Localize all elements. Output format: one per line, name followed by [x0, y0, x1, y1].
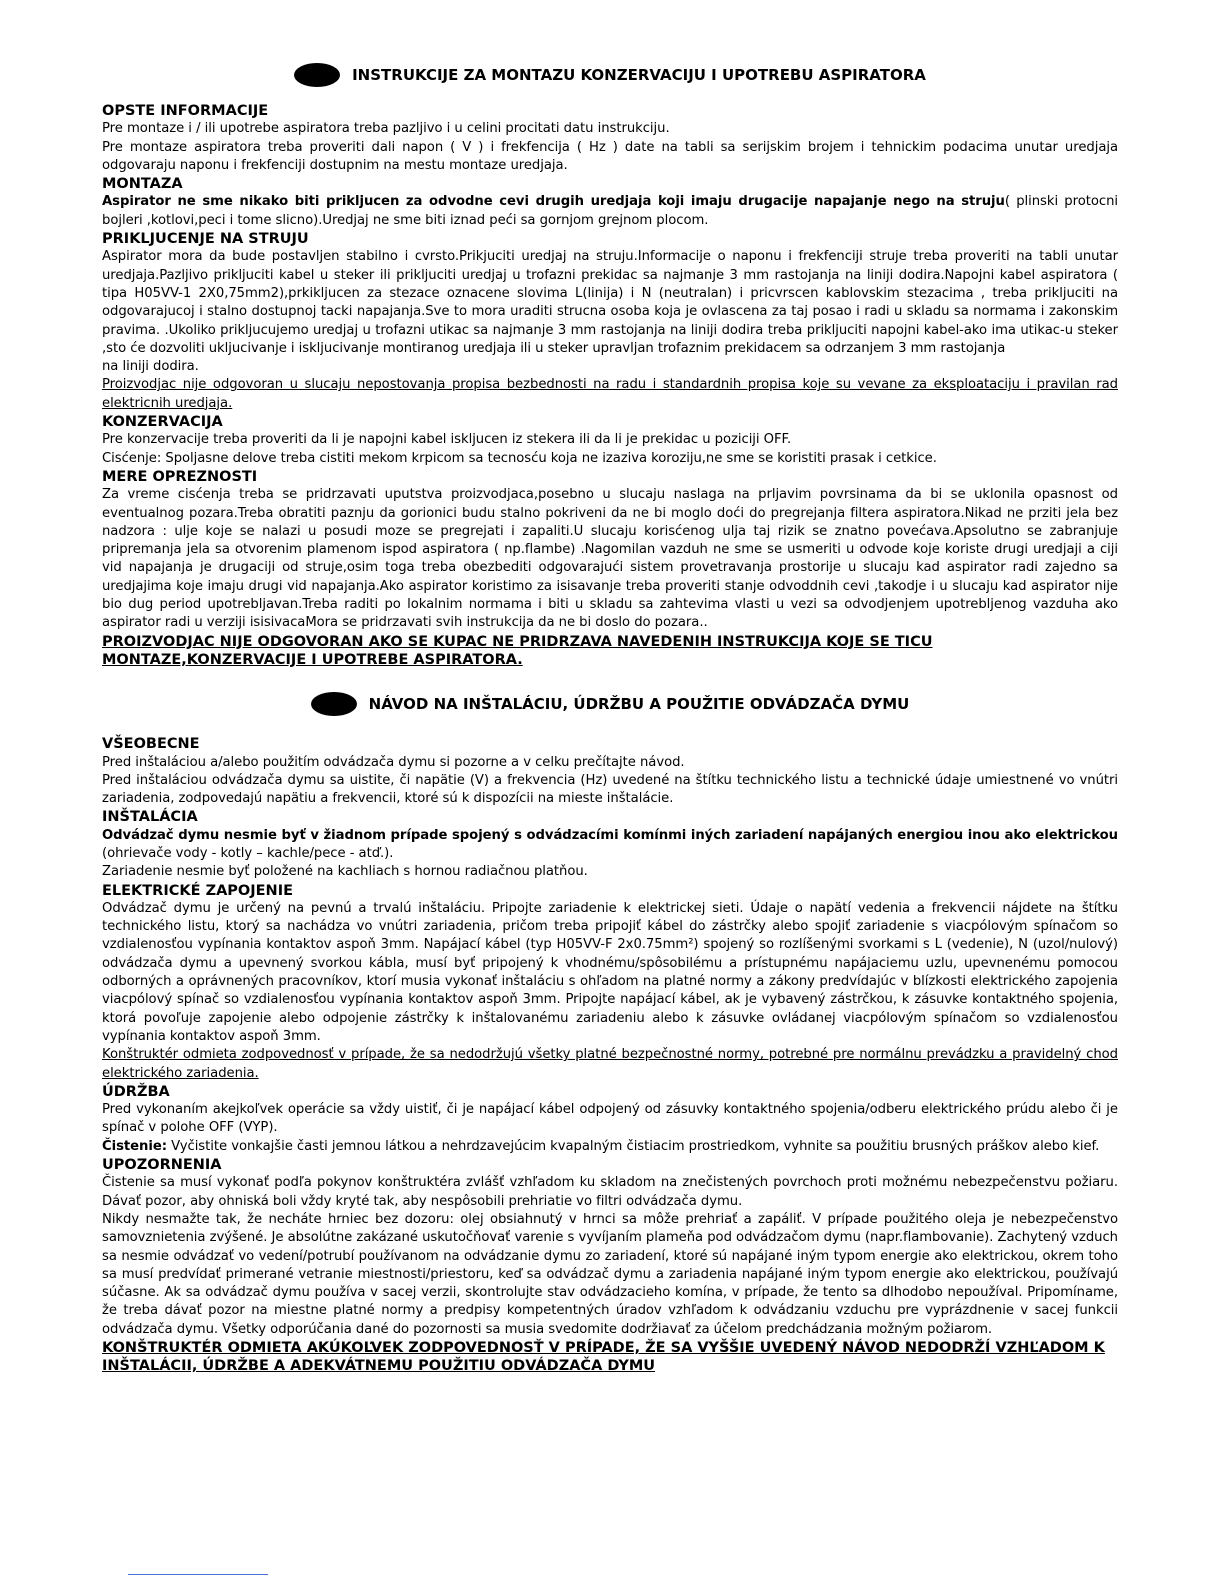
- language-flag-blob-icon: [311, 692, 357, 716]
- paragraph: Pred vykonaním akejkoľvek operácie sa vždy uistiť, či je napájací kábel odpojený od zásuvky kontaktného spojenia/odberu elektrického prúdu alebo či je spínač v polohe OFF (VYP).: [102, 1102, 1118, 1136]
- heading-mere-opreznosti: MERE OPREZNOSTI: [102, 468, 258, 485]
- paragraph: Nikdy nesmažte tak, že necháte hrniec bez dozoru: olej obsiahnutý v hrnci sa môže prehriať a zapáliť. V prípade použitého oleja je nebezpečenstvo samovznietenia zvýšené. Je absolútne zakázané uskutočňovať varenie s vyvíjaním plameňa pod odvádzačom dymu (napr.flambovanie). Zachytený vzduch sa nesmie odvádzať vo vedení/potrubí používanom na odvádzanie dymu zo zariadení, ktoré sú napájané iným typom energie ako elektrickou, okrem toho sa musí predvídať primerané vetranie miestnosti/priestoru, keď sa odvádzač dymu a zariadenia napájané iným typom energie ako elektrickou, používajú súčasne. Ak sa odvádzač dymu používa v sacej verzii, skontrolujte stav odvádzacieho komína, v prípade, že tento sa dlhodobo nepoužíval. Pripomíname, že treba dávať pozor na miestne platné normy a predpisy kompetentných úradov vzhľadom k odvádzaniu vzduchu pre vyprázdnenie v sacej funkcii odvádzača dymu. Všetky odporúčania dané do pozornosti sa musia svedomite dodržiavať za účelom predchádzania možným požiarom.: [102, 1211, 1118, 1337]
- language-flag-blob-icon: [294, 63, 340, 87]
- heading-vseobecne: VŠEOBECNE: [102, 736, 200, 753]
- liability-warning: PROIZVODJAC NIJE ODGOVORAN AKO SE KUPAC NE PRIDRZAVA NAVEDENIH INSTRUKCIJA KOJE SE TICU MONTAZE,KONZERVACIJE I UPOTREBE ASPIRATORA.: [102, 633, 933, 668]
- text: (ohrievače vody - kotly – kachle/pece - atď.).: [102, 845, 394, 861]
- heading-konzervacija: KONZERVACIJA: [102, 414, 223, 431]
- paragraph: Aspirator mora da bude postavljen stabilno i cvrsto.Prikjuciti uredjaj na struju.Informacije o naponu i frekfenciji struje treba proveriti na tabli unutar uredjaja.Pazljivo prikljuciti kabel u steker ili prikljuciti uredjaj u trofazni prekidac sa najmanje 3 mm rastojanja na liniji dodira.Napojni kabel aspiratora ( tipa H05VV-1 2X0,75mm2),prkiklјucen za stezace oznacene slovima L(linija) i N (neutralan) i pricvrscen kablovskim stezacima , treba prikljuciti na odgovarajucoj i stalno dostupnoj tacki napajanja.Sve to mora uraditi strucna osoba koja je ovlascena za taj posao i radi u skladu sa normama i zakonskim pravima. .Ukoliko prikljucujemo uredjaj u trofazni utikac sa najmanje 3 mm rastojanja na liniji dodira treba prikljuciti napojni kabel-ako ima utikac-u steker ,sto će dozvoliti ukljucivanje i iskljucivanje montiranog uredjaja ili u steker upravljan trofaznim prekidacem sa odrzanjem 3 mm rastojanja: [102, 249, 1118, 356]
- paragraph: na liniji dodira.: [102, 359, 199, 375]
- document-page: [102, 60, 1118, 1376]
- serbian-title-row: [102, 60, 1118, 90]
- paragraph: Za vreme cisćenja treba se pridrzavati uputstva proizvodjaca,posebno u slucaju naslaga na prljavim povrsinama da bi se uklonila opasnost od eventualnog pozara.Treba obratiti paznju da gorionici budu stalno pokriveni da ne bi moglo doći do pregrejanja filtera aspiratora.Nikad ne prziti jela bez nadzora : ulje koje se nalazi u posudi moze se pregrejati i zapaliti.U slucaju korisćenog ulja taj rizik se znatno povećava.Apsolutno se zabranjuje pripremanja jela sa otvorenim plamenom ispod aspiratora ( np.flambe) .Nagomilan vazduh ne sme se usmeriti u odvode koje koriste drugi uredjaji a ciji vid napajanja je drugaciji od struje,osim toga treba obezbediti odgovarajući sistem provetravanja prostorije u slucaju kad aspirator radi zajedno sa uredjajima koje imaju drugi vid napajanja.Ako aspirator koristimo za isisavanje treba proveriti stanje odvoddnih cevi ,takodje i u slucaju kad aspirator nije bio dug period upotrebljavan.Treba raditi po lokalnim normama i biti u skladu sa zahtevima vlasti u vezi sa odvodjenjem upotrebljenog vazduha ako aspirator radi u verziji isisivacaMora se pridrzavati svih instrukcija da ne bi doslo do pozara..: [102, 487, 1118, 631]
- paragraph: [102, 1138, 1118, 1156]
- paragraph: [102, 827, 1118, 864]
- slovak-title-row: [102, 689, 1118, 719]
- footer-rule: [128, 1574, 268, 1575]
- heading-instalacia: INŠTALÁCIA: [102, 809, 198, 826]
- heading-opste-informacije: OPSTE INFORMACIJE: [102, 103, 269, 119]
- bold-text: Aspirator ne sme nikako biti prikljucen za odvodne cevi drugih uredjaja koji imaju drugacije napajanje nego na struju: [102, 194, 1005, 210]
- bold-text: Odvádzač dymu nesmie byť v žiadnom prípade spojený s odvádzacími komínmi iných zariadení napájaných energiou inou ako elektrickou: [102, 827, 1118, 843]
- slovak-title: NÁVOD NA INŠTALÁCIU, ÚDRŽBU A POUŽITIE ODVÁDZAČA DYMU: [368, 695, 910, 714]
- paragraph: Pre montaze i / ili upotrebe aspiratora treba pazljivo i u celini procitati datu instrukciju.: [102, 121, 670, 137]
- bold-text: Čistenie:: [102, 1138, 167, 1154]
- paragraph: Odvádzač dymu je určený na pevnú a trvalú inštaláciu. Pripojte zariadenie k elektrickej sieti. Údaje o napätí vedenia a frekvencii nájdete na štítku technického listu, ktorý sa nachádza vo vnútri zariadenia, pričom treba pripojiť kábel do zástrčky alebo spojiť zariadenie s viacpólovým spínačom so vzdialenosťou vypínania kontaktov aspoň 3mm. Napájací kábel (typ H05VV-F 2x0.75mm²) spojený so rozlíšenými svorkami s L (vedenie), N (uzol/nulový) odvádzača dymu a upevnený svorkou kábla, musí byť pripojený k vhodnému/spôsobilému a prístupnému napájaciemu uzlu, upevnenému pomocou odborných a oprávnených pracovníkov, ktorí musia vykonať inštaláciu s ohľadom na platné normy a zákony predvídajúc v blízkosti elektrického zapojenia viacpólový spínač so vzdialenosťou vypínania kontaktov aspoň 3mm. Pripojte napájací kábel, ak je vybavený zástrčkou, k zásuvke kontaktného spojenia, ktorá povoľuje zapojenie alebo odpojenie zástrčky k inštalovanému zariadeniu alebo k zásuvke ovládanej viacpólovým spínačom so vzdialenosťou vypínania kontaktov aspoň 3mm.: [102, 900, 1118, 1044]
- text: Vyčistite vonkajšie časti jemnou látkou a nehrdzavejúcim kvapalným čistiacim prostriedkom, vyhnite sa použitiu brusných práškov alebo kief.: [166, 1138, 1100, 1154]
- heading-elektricke-zapojenie: ELEKTRICKÉ ZAPOJENIE: [102, 882, 293, 899]
- heading-montaza: MONTAZA: [102, 176, 183, 193]
- heading-prikljucenje: PRIKLJUCENJE NA STRUJU: [102, 231, 309, 248]
- paragraph: Cisćenje: Spoljasne delove treba cistiti mekom krpicom sa tecnosću koja ne izaziva koroziju,ne sme se koristiti prasak i cetkice.: [102, 450, 937, 466]
- underlined-notice: Proizvodjac nije odgovoran u slucaju nepostovanja propisa bezbednosti na radu i standardnih propisa koje su vevane za eksploataciju i pravilan rad elektricnih uredjaja.: [102, 377, 1118, 411]
- paragraph: Zariadenie nesmie byť položené na kachliach s hornou radiačnou platňou.: [102, 864, 588, 880]
- underlined-notice: Konštruktér odmieta zodpovednosť v prípade, že sa nedodržujú všetky platné bezpečnostné normy, potrebné pre normálnu prevádzku a pravidelný chod elektrického zariadenia.: [102, 1047, 1118, 1081]
- paragraph: Pred inštaláciou a/alebo použitím odvádzača dymu si pozorne a v celku prečítajte návod.: [102, 754, 685, 770]
- paragraph: Čistenie sa musí vykonať podľa pokynov konštruktéra zvlášť vzhľadom ku skladom na znečistených povrchoch proti možnému nebezpečenstvu požiaru. Dávať pozor, aby ohniská boli vždy kryté tak, aby nespôsobili prehriatie vo filtri odvádzača dymu.: [102, 1175, 1118, 1209]
- liability-warning: KONŠTRUKTÉR ODMIETA AKÚKOĽVEK ZODPOVEDNOSŤ V PRÍPADE, ŽE SA VYŠŠIE UVEDENÝ NÁVOD NEDODRŽÍ VZHĽADOM K INŠTALÁCII, ÚDRŽBE A ADEKVÁTNEMU POUŽITIU ODVÁDZAČA DYMU: [102, 1340, 1105, 1375]
- heading-upozornenia: UPOZORNENIA: [102, 1157, 222, 1174]
- paragraph: [102, 193, 1118, 230]
- heading-udrzba: ÚDRŽBA: [102, 1083, 170, 1100]
- paragraph: Pre konzervacije treba proveriti da li je napojni kabel iskljucen iz stekera ili da li je prekidac u poziciji OFF.: [102, 432, 792, 448]
- text: ( plinski protocni bojleri ,kotlovi,peci i tome slicno).Uredjaj ne sme biti iznad peći sa gornjom grejnom plocom.: [102, 194, 1118, 228]
- serbian-title: INSTRUKCIJE ZA MONTAZU KONZERVACIJU I UPOTREBU ASPIRATORA: [352, 66, 926, 84]
- paragraph: Pred inštaláciou odvádzača dymu sa uistite, či napätie (V) a frekvencia (Hz) uvedené na štítku technického listu a technické údaje umiestnené vo vnútri zariadenia, zodpovedajú napätiu a frekvencii, ktoré sú k dispozícii na mieste inštalácie.: [102, 772, 1118, 807]
- paragraph: Pre montaze aspiratora treba proveriti dali napon ( V ) i frekfencija ( Hz ) date na tabli sa serijskim brojem i tehnickim podacima unutar uredjaja odgovaraju naponu i frekfenciji dostupnim na mestu montaze uredjaja.: [102, 139, 1118, 173]
